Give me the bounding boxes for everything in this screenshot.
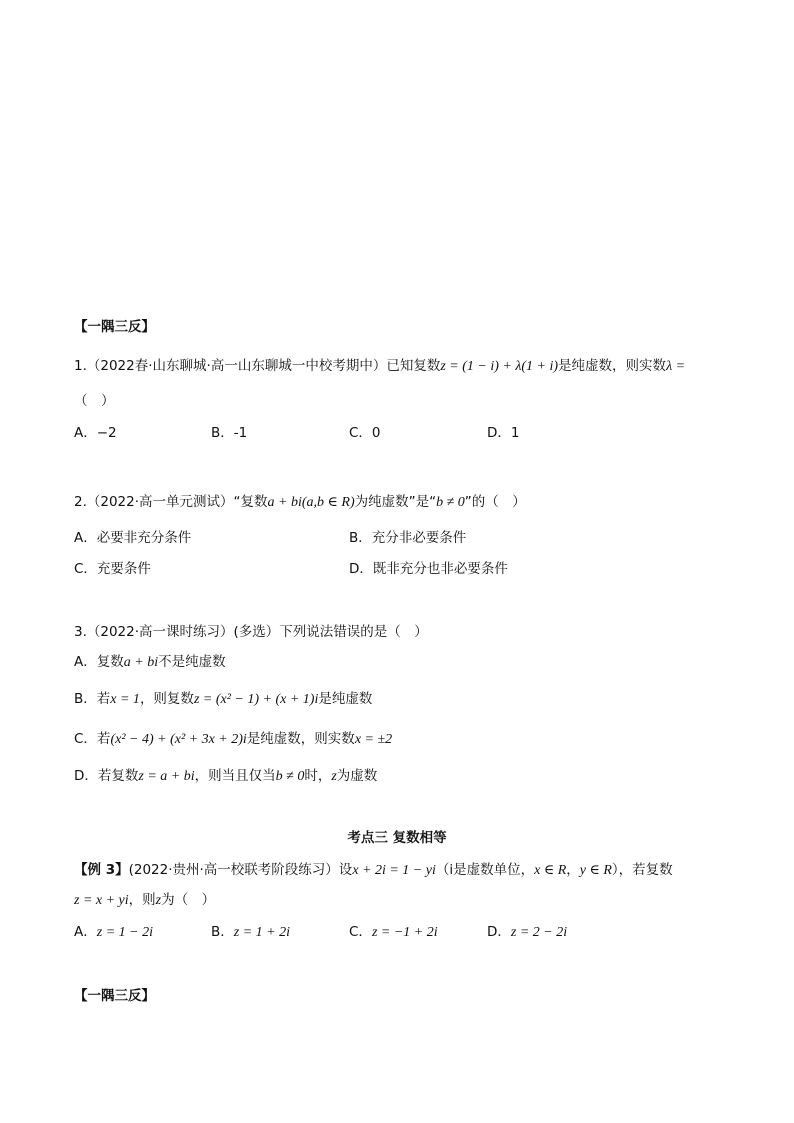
q3-b-text-mid: ，则复数: [139, 691, 194, 707]
question-2-stem: [74, 492, 526, 513]
ex3-option-b[interactable]: [211, 922, 290, 943]
ex3-option-c[interactable]: [349, 922, 438, 943]
section-heading: 【一隅三反】: [74, 319, 155, 335]
q3-b-math-1: x = 1: [110, 692, 140, 707]
q3-d-text: D．若复数: [74, 768, 139, 784]
ex3-text-3: ，: [566, 862, 580, 878]
ex3-line2-math: z = x + yi: [74, 893, 129, 908]
ex3-math-1: x + 2i = 1 − yi: [352, 863, 436, 878]
q2-option-a[interactable]: A．必要非充分条件: [74, 530, 192, 546]
q1-math: z = (1 − i) + λ(1 + i): [440, 359, 559, 374]
q3-b-math-2: z = (x² − 1) + (x + 1)i: [193, 692, 319, 707]
q3-c-text-mid: 是纯虚数，则实数: [246, 731, 355, 747]
q2-option-b[interactable]: B．充分非必要条件: [349, 530, 467, 546]
q3-a-text: A．复数: [74, 654, 124, 670]
ex3-text-2: （i是虚数单位，: [435, 862, 535, 878]
q2-option-c[interactable]: C．充要条件: [74, 561, 151, 577]
example-3-stem-line2: [74, 890, 215, 911]
ex3-option-d-math: z = 2 − 2i: [510, 925, 568, 940]
q1-answer-paren: （ ）: [74, 393, 115, 409]
ex3-option-a-label: A．: [74, 924, 97, 940]
example-3-stem: [74, 860, 673, 881]
q1-math-lambda: λ =: [666, 359, 686, 374]
ex3-math-2: x ∈ R: [534, 863, 567, 878]
q3-option-d[interactable]: [74, 766, 377, 787]
ex3-line2-mid: ，则: [128, 892, 156, 908]
q3-d-math-3: z: [331, 769, 337, 784]
q3-option-a[interactable]: [74, 652, 226, 673]
ex3-option-a-math: z = 1 − 2i: [96, 925, 153, 940]
q1-option-d[interactable]: D．1: [487, 425, 520, 441]
ex3-option-c-label: C．: [349, 924, 372, 940]
q2-text-after: ”的（ ）: [464, 494, 526, 510]
ex3-option-d-label: D．: [487, 924, 511, 940]
ex3-line2-after: 为（ ）: [161, 892, 216, 908]
q1-text-after: 是纯虚数，则实数: [558, 358, 667, 374]
question-3-stem: 3.（2022·高一课时练习）(多选）下列说法错误的是（ ）: [74, 624, 428, 640]
section-title: 考点三 复数相等: [347, 830, 447, 846]
q3-option-b[interactable]: [74, 689, 372, 710]
q1-option-b[interactable]: B．-1: [211, 425, 248, 441]
q2-text: 2.（2022·高一单元测试）“复数: [74, 494, 268, 510]
q3-c-math-2: x = ±2: [354, 732, 393, 747]
q2-math: a + bi(a,b ∈ R): [267, 495, 355, 510]
ex3-option-a[interactable]: [74, 922, 153, 943]
q3-a-text-after: 不是纯虚数: [158, 654, 226, 670]
ex3-line2-math-2: z: [155, 893, 162, 908]
question-1-stem: [74, 356, 685, 377]
q2-math-2: b ≠ 0: [436, 495, 465, 510]
q3-c-math-1: (x² − 4) + (x² + 3x + 2)i: [110, 732, 247, 747]
q3-b-text: B．若: [74, 691, 111, 707]
example-label: 【例 3】: [74, 862, 129, 878]
ex3-math-3: y ∈ R: [579, 863, 612, 878]
ex3-option-b-math: z = 1 + 2i: [233, 925, 290, 940]
q2-text-mid: 为纯虚数”是“: [354, 494, 437, 510]
q3-option-c[interactable]: [74, 729, 392, 750]
q3-d-text-after: 为虚数: [336, 768, 378, 784]
section-heading-2: 【一隅三反】: [74, 988, 155, 1004]
q1-option-c[interactable]: C．0: [349, 425, 381, 441]
ex3-text-4: ），若复数: [611, 862, 673, 878]
q3-d-math-2: b ≠ 0: [275, 769, 305, 784]
q3-d-math-1: z = a + bi: [138, 769, 195, 784]
q1-text: 1.（2022春·山东聊城·高一山东聊城一中校考期中）已知复数: [74, 358, 441, 374]
q3-d-text-mid: ，则当且仅当: [194, 768, 276, 784]
q3-c-text: C．若: [74, 731, 111, 747]
q3-a-math: a + bi: [123, 655, 159, 670]
q2-option-d[interactable]: D．既非充分也非必要条件: [349, 561, 508, 577]
ex3-text-1: (2022·贵州·高一校联考阶段练习）设: [128, 862, 353, 878]
q3-b-text-after: 是纯虚数: [318, 691, 373, 707]
ex3-option-b-label: B．: [211, 924, 234, 940]
ex3-option-d[interactable]: [487, 922, 567, 943]
q3-d-text-mid2: 时，: [304, 768, 332, 784]
ex3-option-c-math: z = −1 + 2i: [371, 925, 438, 940]
q1-option-a[interactable]: A．−2: [74, 425, 117, 441]
